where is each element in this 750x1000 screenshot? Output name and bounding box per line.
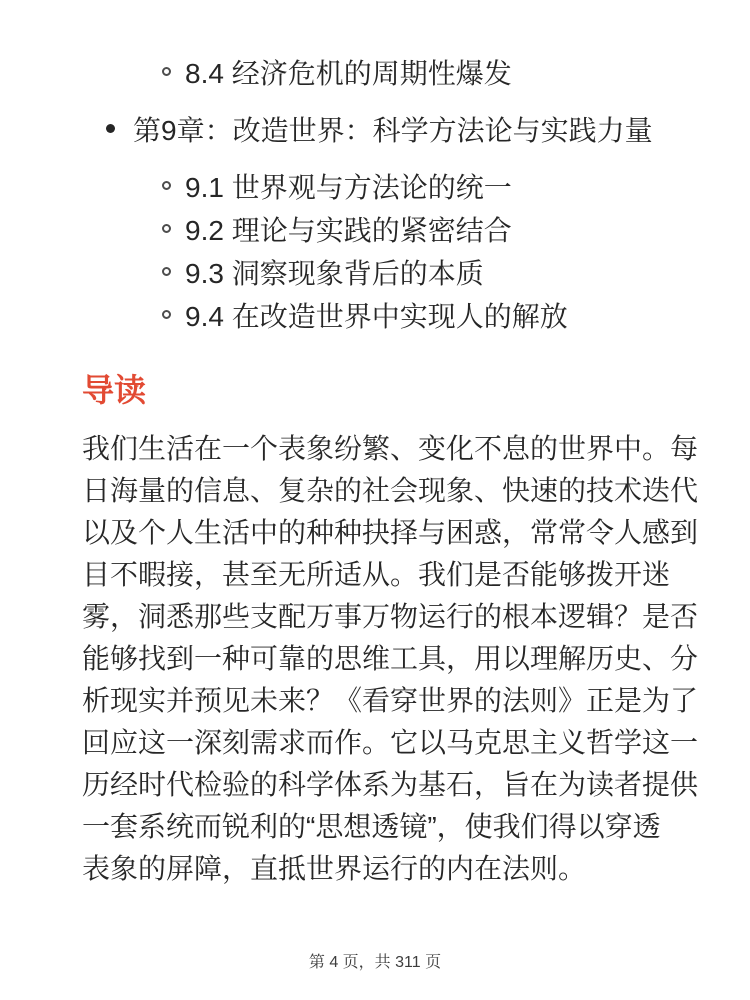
circle-bullet-icon (162, 224, 171, 233)
page-number-footer: 第 4 页，共 311 页 (308, 954, 442, 971)
toc-item-label: 第9章：改造世界：科学方法论与实践力量 (133, 114, 653, 146)
circle-bullet-icon (162, 181, 171, 190)
toc-item (0, 250, 750, 293)
paragraph-line: 以及个人生活中的种种抉择与困惑，常常令人感到 (82, 517, 699, 548)
toc-item (0, 293, 750, 336)
paragraph-line: 一套系统而锐利的“思想透镜”，使我们得以穿透 (82, 811, 661, 842)
toc-item-chapter (0, 107, 750, 150)
toc-item-label: 8.4 经济危机的周期性爆发 (185, 57, 512, 89)
paragraph-line: 历经时代检验的科学体系为基石，旨在为读者提供 (82, 769, 699, 800)
toc-item-label: 9.2 理论与实践的紧密结合 (185, 214, 512, 246)
intro-paragraph (82, 428, 750, 890)
toc-item (0, 50, 750, 93)
paragraph-line: 析现实并预见未来？《看穿世界的法则》正是为了 (82, 685, 699, 716)
paragraph-line: 雾，洞悉那些支配万事万物运行的根本逻辑？是否 (82, 601, 699, 632)
section-heading: 导读 (82, 372, 147, 408)
disc-bullet-icon (106, 124, 115, 133)
paragraph-line: 表象的屏障，直抵世界运行的内在法则。 (82, 853, 587, 884)
toc-item (0, 164, 750, 207)
toc-item-label: 9.1 世界观与方法论的统一 (185, 171, 512, 203)
circle-bullet-icon (162, 67, 171, 76)
paragraph-line: 日海量的信息、复杂的社会现象、快速的技术迭代 (82, 475, 699, 506)
toc-item-label: 9.4 在改造世界中实现人的解放 (185, 300, 568, 332)
table-of-contents (0, 0, 750, 336)
paragraph-line: 能够找到一种可靠的思维工具，用以理解历史、分 (82, 643, 699, 674)
paragraph-line: 我们生活在一个表象纷繁、变化不息的世界中。每 (82, 433, 699, 464)
paragraph-line: 回应这一深刻需求而作。它以马克思主义哲学这一 (82, 727, 699, 758)
toc-item-label: 9.3 洞察现象背后的本质 (185, 257, 484, 289)
circle-bullet-icon (162, 267, 171, 276)
paragraph-line: 目不暇接，甚至无所适从。我们是否能够拨开迷 (82, 559, 671, 590)
toc-item (0, 207, 750, 250)
circle-bullet-icon (162, 310, 171, 319)
